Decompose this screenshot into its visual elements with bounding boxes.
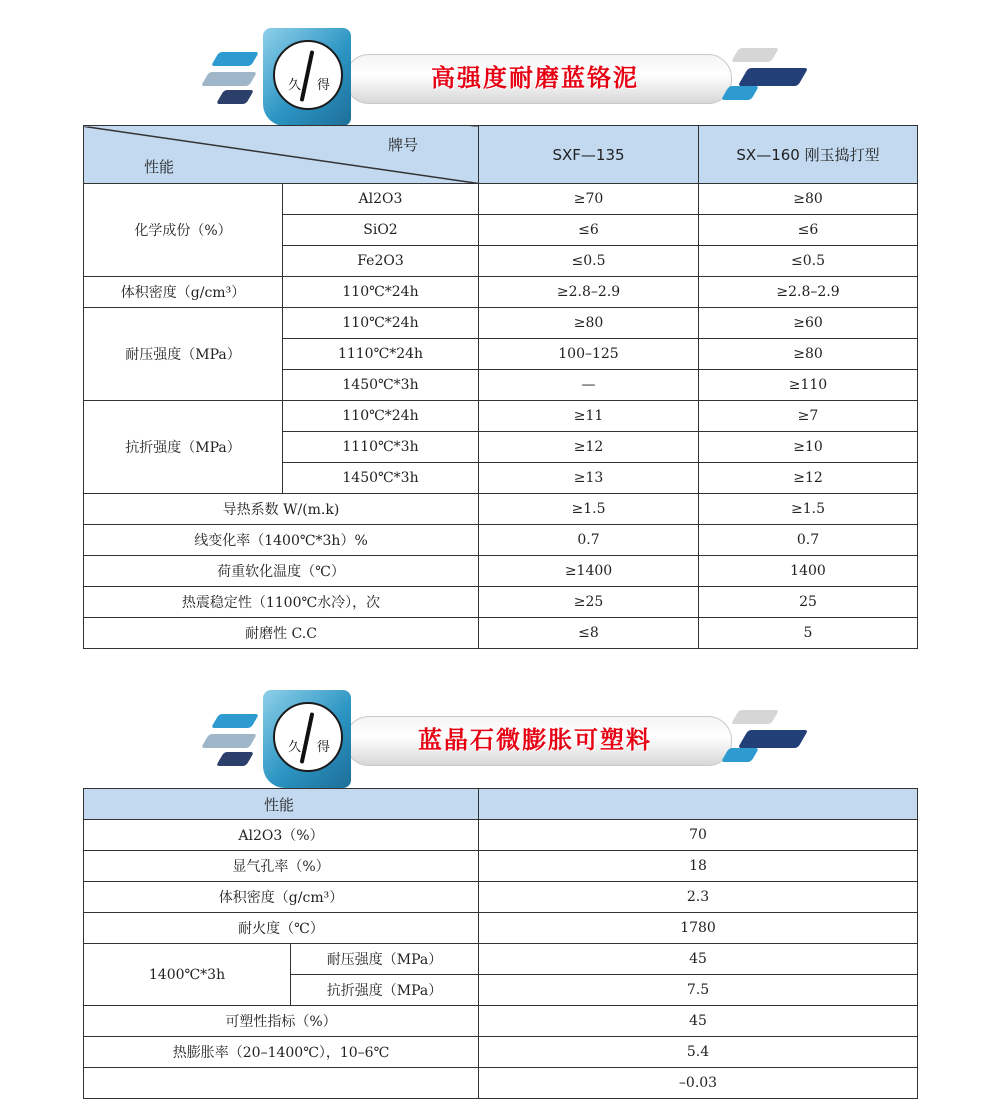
condition-cell: 110℃*24h <box>283 277 479 308</box>
left-wing-decoration <box>211 52 259 66</box>
value-cell: 18 <box>479 851 918 882</box>
condition-cell: 1450℃*3h <box>283 370 479 401</box>
value-cell: ≥1.5 <box>479 494 699 525</box>
left-wing-decoration <box>211 714 259 728</box>
left-wing-decoration <box>216 90 254 104</box>
condition-cell: 110℃*24h <box>283 401 479 432</box>
condition-cell: 1450℃*3h <box>283 463 479 494</box>
value-cell: ≥110 <box>699 370 918 401</box>
value-cell: ≥7 <box>699 401 918 432</box>
logo-char: 得 <box>317 740 331 755</box>
column-header: SXF—135 <box>479 126 699 184</box>
value-cell: 2.3 <box>479 882 918 913</box>
value-cell: ≥2.8–2.9 <box>699 277 918 308</box>
value-cell: ≥80 <box>479 308 699 339</box>
value-cell: 45 <box>479 1006 918 1037</box>
value-cell: ≤8 <box>479 618 699 649</box>
group-label: 抗折强度（MPa） <box>84 401 283 494</box>
property-label: 耐火度（℃） <box>84 913 479 944</box>
condition-cell: Fe2O3 <box>283 246 479 277</box>
condition-cell: 抗折强度（MPa） <box>291 975 479 1006</box>
value-cell: ≥13 <box>479 463 699 494</box>
logo-char: 久 <box>288 78 302 93</box>
logo-seal <box>273 702 343 772</box>
value-cell: — <box>479 370 699 401</box>
value-cell: 70 <box>479 820 918 851</box>
banner-1 <box>195 28 805 126</box>
group-label: 耐压强度（MPa） <box>84 308 283 401</box>
right-wing-decoration <box>721 86 759 100</box>
corner-header <box>84 126 479 184</box>
property-label: 热膨胀率（20–1400℃），10–6℃ <box>84 1037 479 1068</box>
logo-seal <box>273 40 343 110</box>
group-label: 1400℃*3h <box>84 944 291 1006</box>
value-cell: 0.7 <box>479 525 699 556</box>
left-wing-decoration <box>201 72 257 86</box>
value-cell: ≤6 <box>699 215 918 246</box>
value-cell: 5 <box>699 618 918 649</box>
value-cell: ≥12 <box>479 432 699 463</box>
logo-char: 久 <box>288 740 302 755</box>
value-cell: ≥60 <box>699 308 918 339</box>
condition-cell: 1110℃*24h <box>283 339 479 370</box>
value-cell: 5.4 <box>479 1037 918 1068</box>
group-label: 体积密度（g/cm³） <box>84 277 283 308</box>
corner-header-bottom: 性能 <box>144 158 175 176</box>
value-cell: 100–125 <box>479 339 699 370</box>
logo-brush-stroke <box>300 712 315 764</box>
column-header: SX—160 刚玉捣打型 <box>699 126 918 184</box>
condition-cell: Al2O3 <box>283 184 479 215</box>
value-cell: ≥2.8–2.9 <box>479 277 699 308</box>
spec-table-1 <box>83 125 918 649</box>
company-logo <box>263 690 351 788</box>
value-cell: ≥10 <box>699 432 918 463</box>
value-cell: ≤0.5 <box>479 246 699 277</box>
left-wing-decoration <box>201 734 257 748</box>
value-cell: ≥12 <box>699 463 918 494</box>
value-cell: ≥25 <box>479 587 699 618</box>
column-header: 性能 <box>84 789 479 820</box>
section-title: 高强度耐磨蓝铬泥 <box>431 64 639 92</box>
left-wing-decoration <box>216 752 254 766</box>
value-cell: ≤0.5 <box>699 246 918 277</box>
value-cell: ≥1.5 <box>699 494 918 525</box>
property-label: 体积密度（g/cm³） <box>84 882 479 913</box>
value-cell: 45 <box>479 944 918 975</box>
value-cell: ≤6 <box>479 215 699 246</box>
property-label: Al2O3（%） <box>84 820 479 851</box>
right-wing-decoration <box>738 68 808 86</box>
condition-cell: 1110℃*3h <box>283 432 479 463</box>
spec-table-2 <box>83 788 918 1099</box>
value-cell: 1780 <box>479 913 918 944</box>
condition-cell: 耐压强度（MPa） <box>291 944 479 975</box>
value-cell: –0.03 <box>479 1068 918 1099</box>
banner-2 <box>195 690 805 788</box>
corner-header-top: 牌号 <box>387 136 418 154</box>
value-cell: 1400 <box>699 556 918 587</box>
right-wing-decoration <box>721 748 759 762</box>
value-cell: ≥80 <box>699 339 918 370</box>
property-label <box>84 1068 479 1099</box>
property-label: 显气孔率（%） <box>84 851 479 882</box>
property-label: 热震稳定性（1100℃水冷），次 <box>84 587 479 618</box>
logo-brush-stroke <box>300 50 315 102</box>
value-cell: ≥70 <box>479 184 699 215</box>
section-title: 蓝晶石微膨胀可塑料 <box>418 726 652 754</box>
right-wing-decoration <box>731 710 779 724</box>
column-header <box>479 789 918 820</box>
right-wing-decoration <box>731 48 779 62</box>
property-label: 可塑性指标（%） <box>84 1006 479 1037</box>
property-label: 耐磨性 C.C <box>84 618 479 649</box>
group-label: 化学成份（%） <box>84 184 283 277</box>
logo-char: 得 <box>317 78 331 93</box>
value-cell: 25 <box>699 587 918 618</box>
company-logo <box>263 28 351 126</box>
property-label: 线变化率（1400℃*3h）% <box>84 525 479 556</box>
value-cell: ≥80 <box>699 184 918 215</box>
value-cell: 7.5 <box>479 975 918 1006</box>
condition-cell: 110℃*24h <box>283 308 479 339</box>
value-cell: ≥11 <box>479 401 699 432</box>
right-wing-decoration <box>738 730 808 748</box>
condition-cell: SiO2 <box>283 215 479 246</box>
value-cell: 0.7 <box>699 525 918 556</box>
property-label: 导热系数 W/(m.k) <box>84 494 479 525</box>
value-cell: ≥1400 <box>479 556 699 587</box>
property-label: 荷重软化温度（℃） <box>84 556 479 587</box>
